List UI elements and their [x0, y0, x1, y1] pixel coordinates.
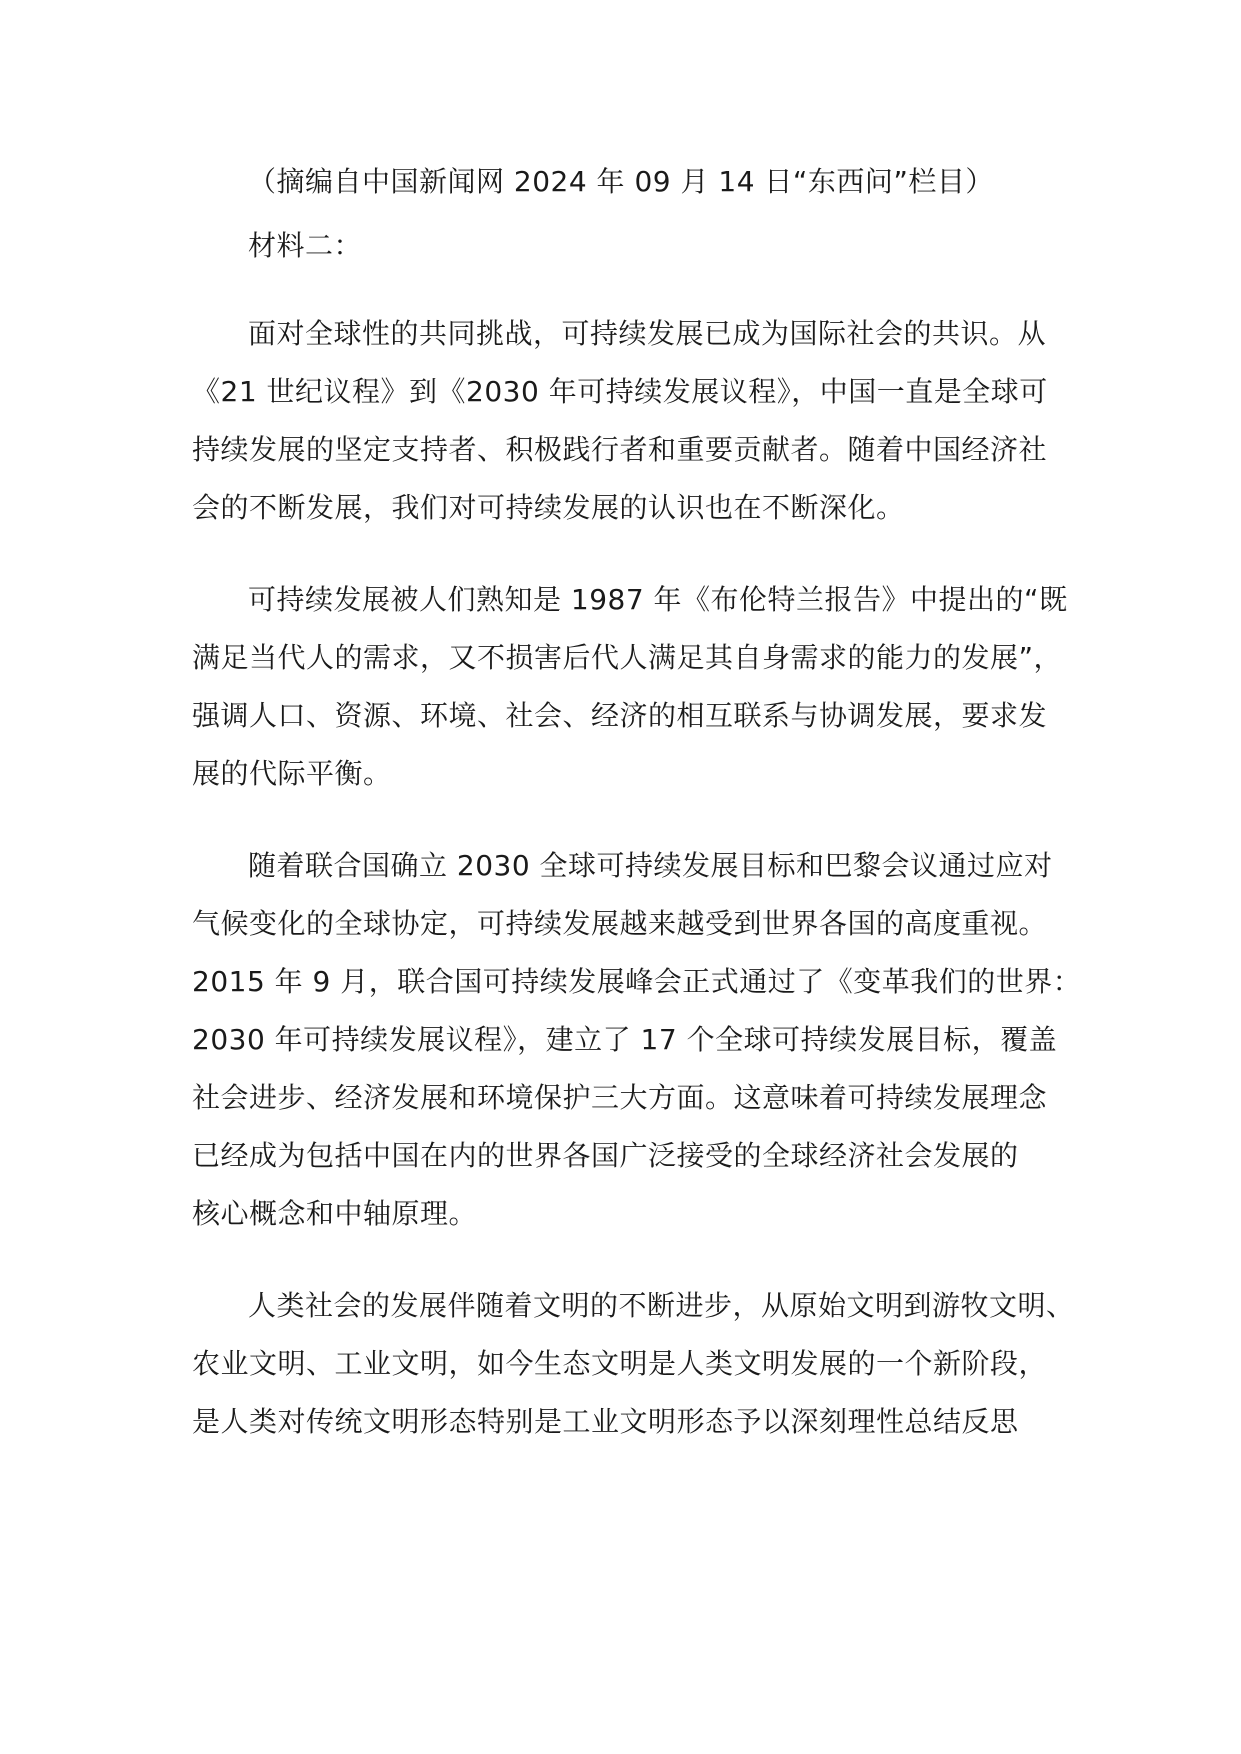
paragraph-4-line-1: 人类社会的发展伴随着文明的不断进步，从原始文明到游牧文明、: [248, 1289, 1075, 1322]
paragraph-3-line-2: 气候变化的全球协定，可持续发展越来越受到世界各国的高度重视。: [192, 907, 1048, 940]
paragraph-3-line-6: 已经成为包括中国在内的世界各国广泛接受的全球经济社会发展的: [192, 1139, 1019, 1172]
paragraph-1-line-3: 持续发展的坚定支持者、积极践行者和重要贡献者。随着中国经济社: [192, 433, 1048, 466]
source-citation: （摘编自中国新闻网 2024 年 09 月 14 日“东西问”栏目）: [248, 165, 994, 198]
paragraph-4-line-2: 农业文明、工业文明，如今生态文明是人类文明发展的一个新阶段，: [192, 1347, 1048, 1380]
paragraph-2-line-3: 强调人口、资源、环境、社会、经济的相互联系与协调发展，要求发: [192, 699, 1048, 732]
paragraph-3-line-5: 社会进步、经济发展和环境保护三大方面。这意味着可持续发展理念: [192, 1081, 1048, 1114]
paragraph-3-line-4: 2030 年可持续发展议程》，建立了 17 个全球可持续发展目标，覆盖: [192, 1023, 1058, 1056]
paragraph-1-line-2: 《21 世纪议程》到《2030 年可持续发展议程》，中国一直是全球可: [192, 375, 1048, 408]
paragraph-3-line-3: 2015 年 9 月，联合国可持续发展峰会正式通过了《变革我们的世界：: [192, 965, 1082, 998]
paragraph-4-line-3: 是人类对传统文明形态特别是工业文明形态予以深刻理性总结反思: [192, 1405, 1019, 1438]
paragraph-1-line-4: 会的不断发展，我们对可持续发展的认识也在不断深化。: [192, 491, 905, 524]
paragraph-1-line-1: 面对全球性的共同挑战，可持续发展已成为国际社会的共识。从: [248, 317, 1047, 350]
paragraph-2-line-2: 满足当代人的需求，又不损害后代人满足其自身需求的能力的发展”，: [192, 641, 1063, 674]
paragraph-2-line-1: 可持续发展被人们熟知是 1987 年《布伦特兰报告》中提出的“既: [248, 583, 1068, 616]
paragraph-3-line-7: 核心概念和中轴原理。: [192, 1197, 478, 1230]
paragraph-2-line-4: 展的代际平衡。: [192, 757, 392, 790]
paragraph-3-line-1: 随着联合国确立 2030 全球可持续发展目标和巴黎会议通过应对: [248, 849, 1053, 882]
section-heading: 材料二：: [248, 229, 363, 262]
